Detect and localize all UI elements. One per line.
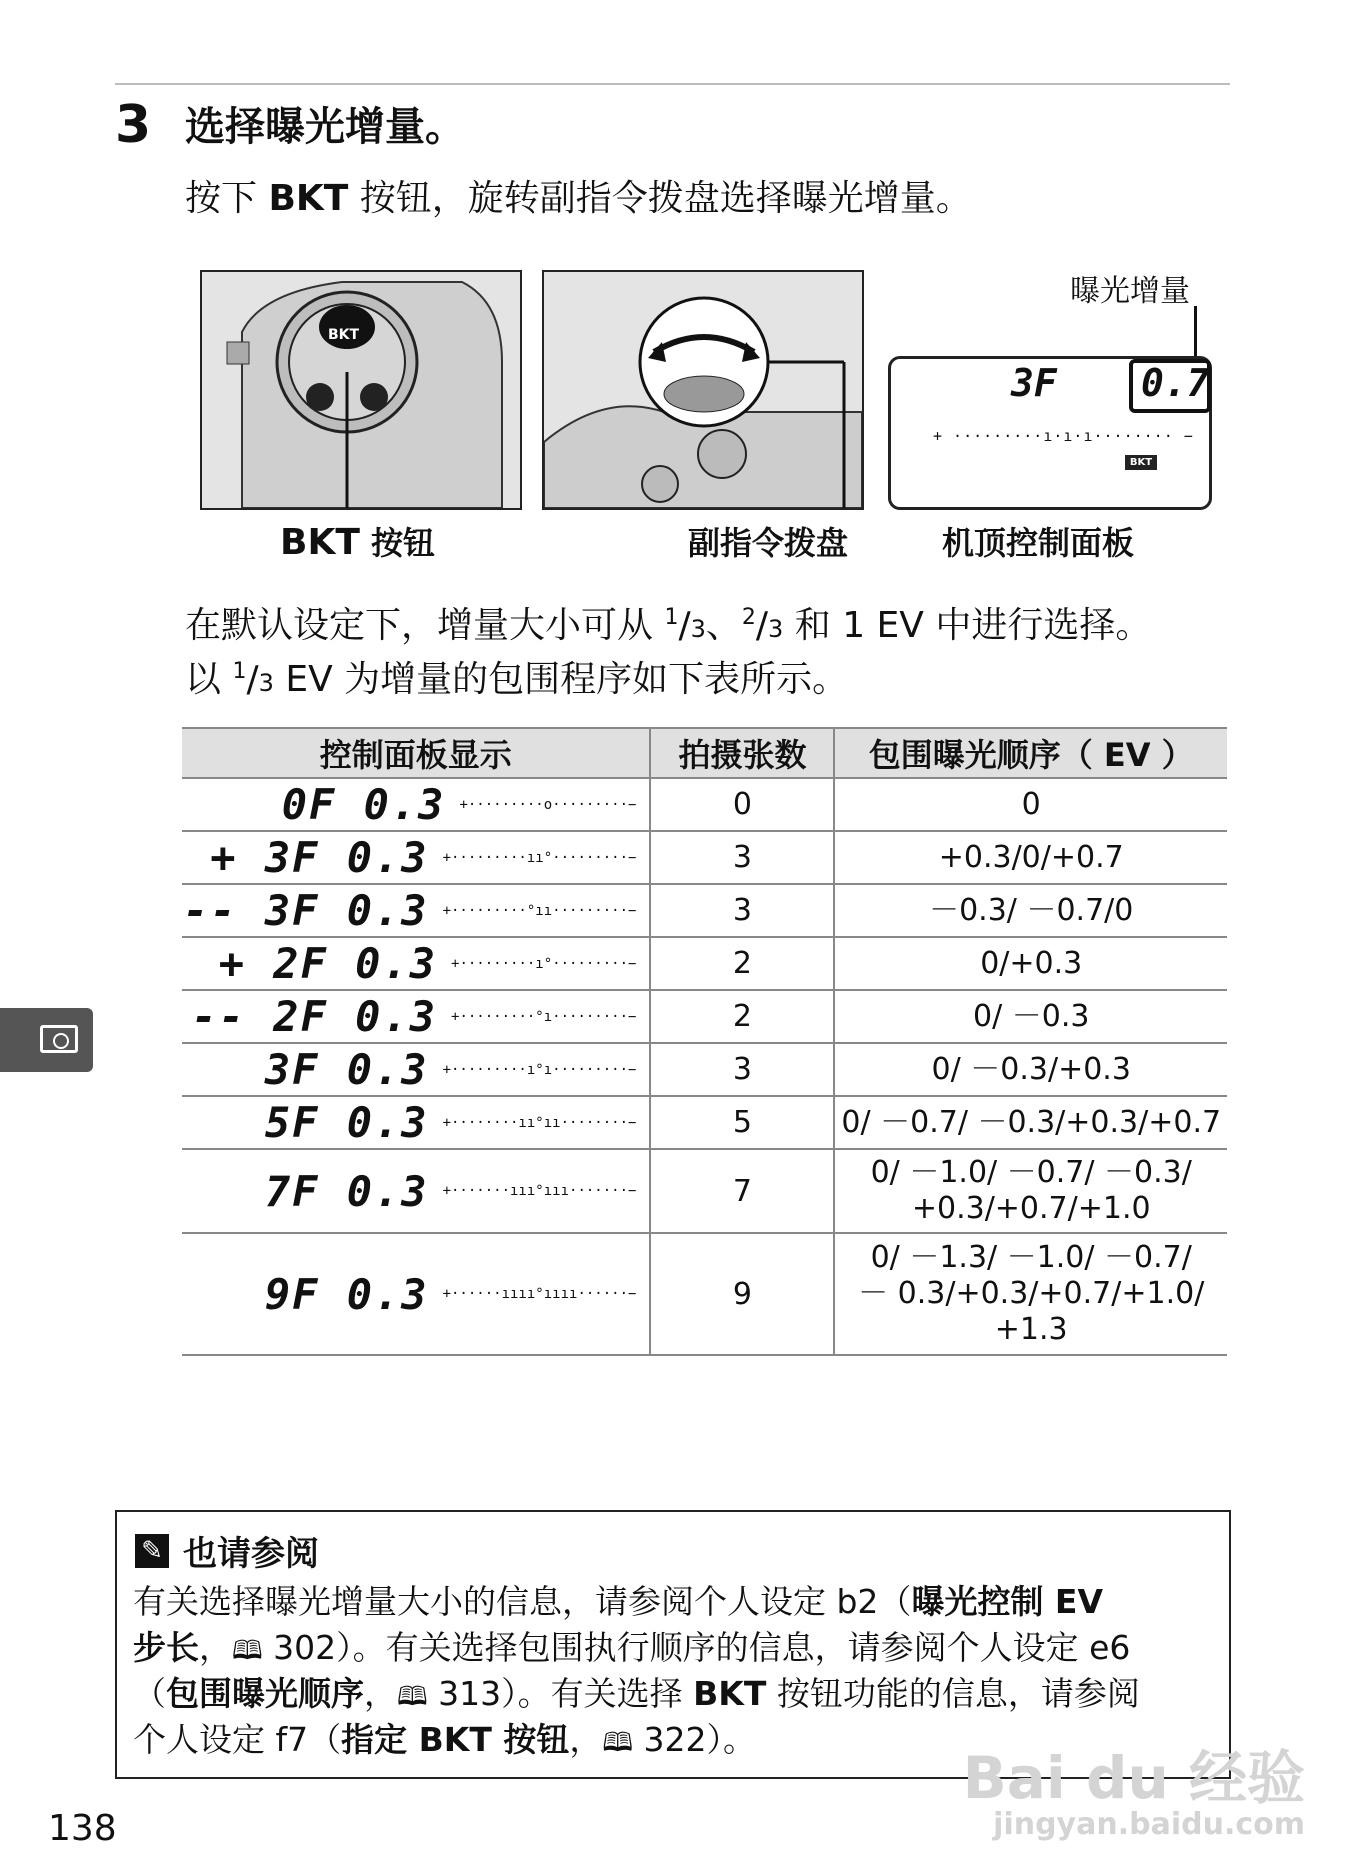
lcd-increment-box <box>1129 359 1211 413</box>
table-header-row <box>182 728 1227 778</box>
header-display: 控制面板显示 <box>182 728 650 778</box>
exposure-scale-indicator: +······ıııı°ıııı······− <box>442 1286 637 1302</box>
bracket-order-cell: 0 <box>834 778 1227 831</box>
panel-display-cell <box>182 1149 650 1233</box>
panel-display-value: 7F 0.3 <box>264 1166 429 1216</box>
shots-cell: 7 <box>650 1149 834 1233</box>
exposure-scale-indicator: +·········ı°ı·········− <box>442 1061 637 1078</box>
header-order: 包围曝光顺序（ EV ） <box>834 728 1227 778</box>
book-icon: 🕮 <box>232 1636 263 1666</box>
camera-right-illustration <box>544 272 862 508</box>
shots-cell: 2 <box>650 937 834 990</box>
increment-description-line2: 以 $^1$/3 EV 为增量的包围程序如下表所示。 <box>185 659 849 700</box>
exposure-scale-indicator: +·········o·········− <box>459 796 637 813</box>
panel-display-value: -- 2F 0.3 <box>191 992 438 1041</box>
bracket-order-cell: 0/ －0.3/+0.3 <box>834 1043 1227 1096</box>
bracket-order-cell: 0/+0.3 <box>834 937 1227 990</box>
table-row <box>182 990 1227 1043</box>
bracket-order-cell: 0/ －1.0/ －0.7/ －0.3/ +0.3/+0.7/+1.0 <box>834 1149 1227 1233</box>
panel-display-value: 0F 0.3 <box>281 780 446 829</box>
panel-display-value: 5F 0.3 <box>264 1098 429 1147</box>
panel-display-cell <box>182 831 650 884</box>
panel-display-cell <box>182 990 650 1043</box>
lcd-increment-value: 0.7 <box>1141 361 1210 405</box>
control-panel-caption: 机顶控制面板 <box>942 524 1135 562</box>
intro-text: 按下 BKT 按钮，旋转副指令拨盘选择曝光增量。 <box>185 178 972 219</box>
metering-icon <box>40 1025 78 1053</box>
see-also-box <box>115 1510 1231 1779</box>
table-row <box>182 937 1227 990</box>
exposure-scale-indicator: +·········°ıı·········− <box>442 902 637 919</box>
panel-display-cell <box>182 1043 650 1096</box>
baidu-watermark: Bai du 经验 jingyan.baidu.com <box>962 1744 1305 1842</box>
shots-cell: 9 <box>650 1233 834 1355</box>
shots-cell: 0 <box>650 778 834 831</box>
chapter-side-tab <box>0 1008 93 1072</box>
camera-bkt-button-photo <box>200 270 522 510</box>
table-row <box>182 778 1227 831</box>
panel-display-cell <box>182 1096 650 1149</box>
shots-cell: 2 <box>650 990 834 1043</box>
step-number: 3 <box>115 95 152 155</box>
pencil-icon: ✎ <box>135 1534 169 1568</box>
table-row <box>182 1149 1227 1233</box>
shots-cell: 3 <box>650 884 834 937</box>
exposure-increment-callout: 曝光增量 <box>1070 274 1190 309</box>
see-also-line: （包围曝光顺序，🕮 313）。有关选择 BKT 按钮功能的信息，请参阅 <box>133 1674 1140 1713</box>
panel-display-cell <box>182 778 650 831</box>
lcd-exposure-scale: + ·········ı·ı·ı········ − <box>933 427 1194 445</box>
exposure-scale-indicator: +········ıı°ıı········− <box>442 1114 637 1131</box>
bracket-order-cell: －0.3/ －0.7/0 <box>834 884 1227 937</box>
panel-display-value: + 2F 0.3 <box>218 939 438 988</box>
bkt-button-caption: BKT 按钮 <box>280 522 436 563</box>
control-panel-lcd <box>888 356 1212 510</box>
shots-cell: 3 <box>650 1043 834 1096</box>
lcd-frames: 3F <box>1011 361 1057 405</box>
bracket-order-cell: 0/ －1.3/ －1.0/ －0.7/ － 0.3/+0.3/+0.7/+1.0/ +1.3 <box>834 1233 1227 1355</box>
exposure-scale-indicator: +·······ııı°ııı·······− <box>442 1183 637 1199</box>
panel-display-cell <box>182 937 650 990</box>
sub-command-dial-caption: 副指令拨盘 <box>688 524 849 562</box>
see-also-line: 个人设定 f7（指定 BKT 按钮，🕮 322）。 <box>133 1720 756 1759</box>
exposure-scale-indicator: +·········°ı·········− <box>451 1008 637 1025</box>
bracketing-table <box>182 727 1227 1356</box>
header-shots: 拍摄张数 <box>650 728 834 778</box>
bracket-order-cell: +0.3/0/+0.7 <box>834 831 1227 884</box>
step-title: 选择曝光增量。 <box>185 104 465 150</box>
page-number: 138 <box>48 1808 117 1849</box>
shots-cell: 5 <box>650 1096 834 1149</box>
table-row <box>182 1043 1227 1096</box>
table-row <box>182 1233 1227 1355</box>
see-also-title: ✎ 也请参阅 <box>135 1526 319 1575</box>
exposure-scale-indicator: +·········ıı°·········− <box>442 849 637 866</box>
see-also-line: 步长，🕮 302）。有关选择包围执行顺序的信息，请参阅个人设定 e6 <box>133 1628 1131 1667</box>
book-icon: 🕮 <box>602 1728 633 1758</box>
see-also-line: 有关选择曝光增量大小的信息，请参阅个人设定 b2（曝光控制 EV <box>133 1582 1104 1621</box>
camera-left-illustration <box>202 272 520 508</box>
top-rule <box>115 83 1230 85</box>
panel-display-cell <box>182 1233 650 1355</box>
table-row <box>182 831 1227 884</box>
panel-display-value: 3F 0.3 <box>264 1045 429 1094</box>
book-icon: 🕮 <box>397 1682 428 1712</box>
lcd-bkt-indicator: BKT <box>1125 455 1157 470</box>
increment-description-line1: 在默认设定下，增量大小可从 $^1$/3、$^2$/3 和 1 EV 中进行选择。 <box>185 605 1152 646</box>
callout-line <box>1194 306 1197 358</box>
panel-display-value: -- 3F 0.3 <box>183 886 429 935</box>
table-row <box>182 884 1227 937</box>
bracket-order-cell: 0/ －0.7/ －0.3/+0.3/+0.7 <box>834 1096 1227 1149</box>
panel-display-value: 9F 0.3 <box>264 1269 429 1319</box>
panel-display-cell <box>182 884 650 937</box>
bkt-badge: BKT <box>328 327 360 343</box>
table-row <box>182 1096 1227 1149</box>
sub-command-dial-photo <box>542 270 864 510</box>
panel-display-value: + 3F 0.3 <box>210 833 429 882</box>
bracket-order-cell: 0/ －0.3 <box>834 990 1227 1043</box>
exposure-scale-indicator: +·········ı°·········− <box>451 955 637 972</box>
shots-cell: 3 <box>650 831 834 884</box>
